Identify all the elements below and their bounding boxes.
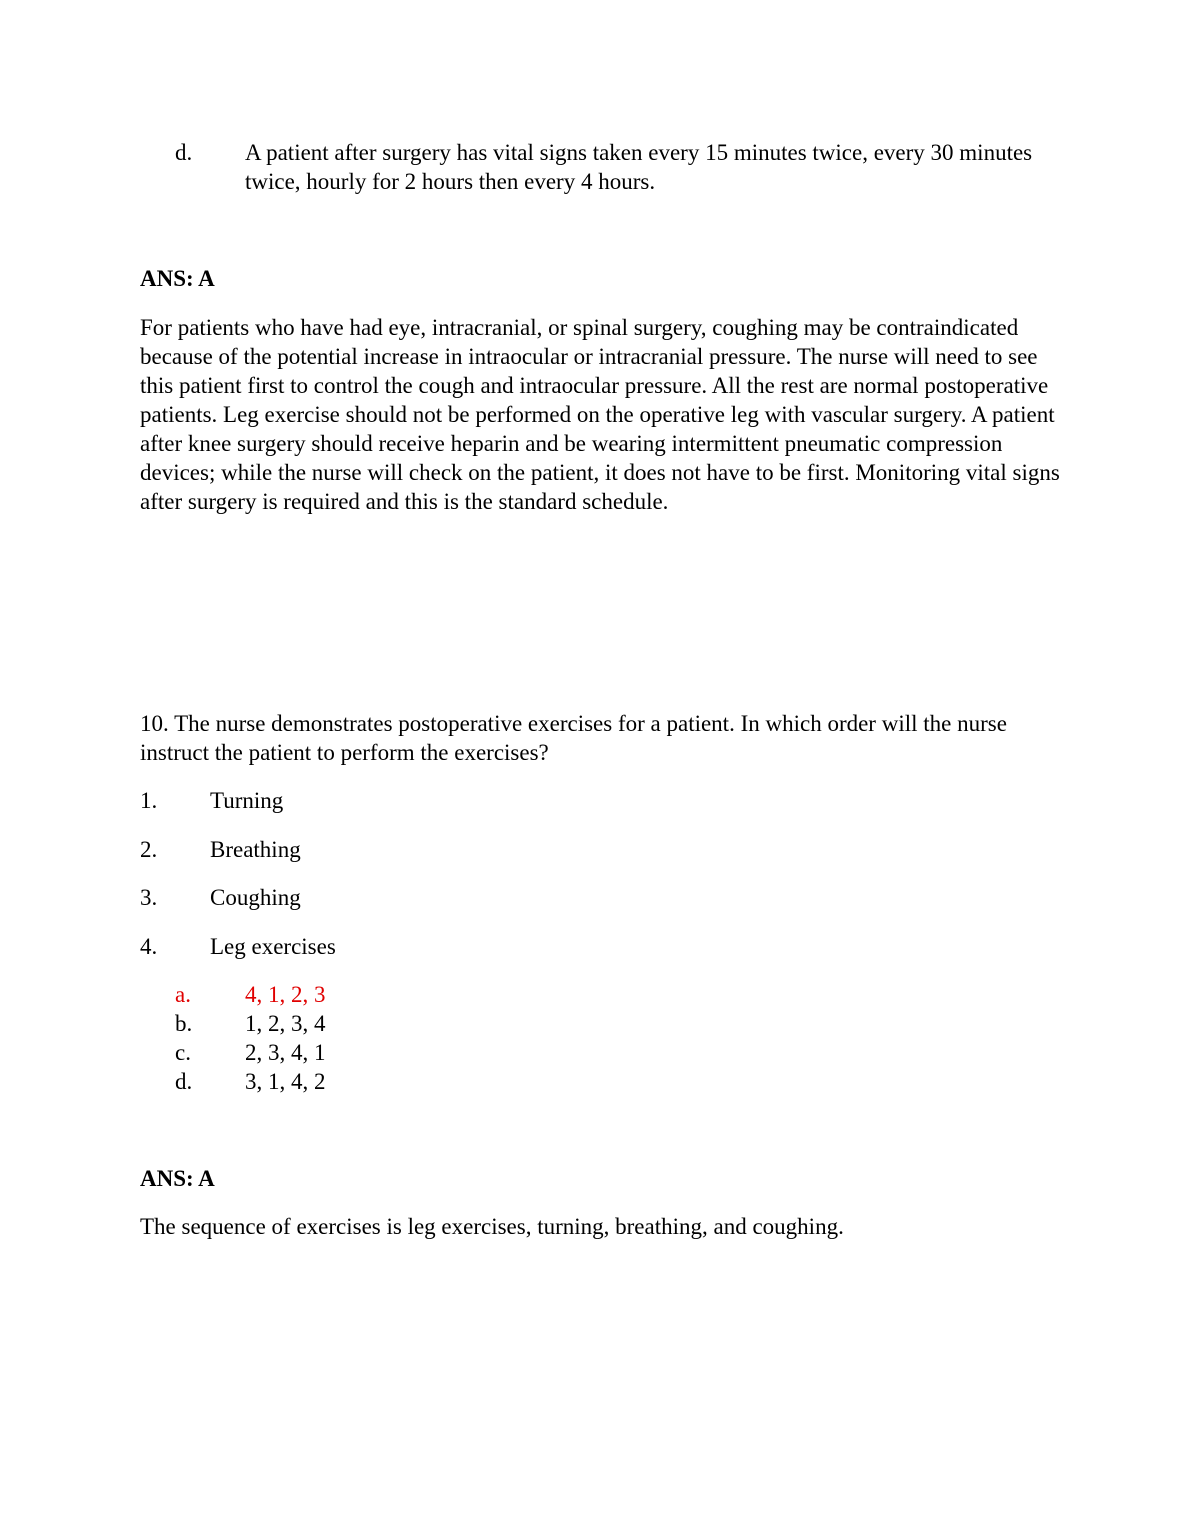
option-text: 2, 3, 4, 1 [245,1040,326,1065]
answer-rationale: For patients who have had eye, intracranial, or spinal surgery, coughing may be contraindicated because of the potential increase in intraocular or intracranial pressure. The nurse will need to see this patient first to control the cough and intraocular pressure. All the rest are normal postoperative patients. Leg exercise should not be performed on the operative leg with vascular surgery. A patient after knee surgery should receive heparin and be wearing intermittent pneumatic compression devices; while the nurse will check on the patient, it does not have to be first. Monitoring vital signs after surgery is required and this is the standard schedule. [140,315,1060,514]
list-item [140,932,336,961]
item-text: Leg exercises [210,934,336,959]
option-text: 3, 1, 4, 2 [245,1069,326,1094]
answer-label: ANS: A [140,1166,215,1191]
item-text: Coughing [210,885,301,910]
answer-rationale: The sequence of exercises is leg exercises, turning, breathing, and coughing. [140,1214,844,1239]
item-number: 4. [140,934,158,959]
list-item [140,883,301,912]
list-item [140,835,301,864]
previous-option-d [175,138,1055,196]
answer-option-correct [175,980,326,1009]
option-text: 1, 2, 3, 4 [245,1011,326,1036]
option-text: 4, 1, 2, 3 [245,982,326,1007]
option-text: A patient after surgery has vital signs taken every 15 minutes twice, every 30 minutes twice, hourly for 2 hours then every 4 hours. [245,140,1033,194]
list-item [140,786,283,815]
item-number: 1. [140,788,158,813]
option-label: c. [175,1040,191,1065]
item-number: 3. [140,885,158,910]
answer-option [175,1038,326,1067]
option-label: d. [175,140,193,165]
question-stem: 10. The nurse demonstrates postoperative exercises for a patient. In which order will the nurse instruct the patient to perform the exercises? [140,711,1007,765]
item-number: 2. [140,837,158,862]
item-text: Breathing [210,837,301,862]
option-label: a. [175,982,191,1007]
option-label: b. [175,1011,193,1036]
answer-label: ANS: A [140,266,215,291]
item-text: Turning [210,788,284,813]
answer-option [175,1009,326,1038]
option-label: d. [175,1069,193,1094]
answer-option [175,1067,326,1096]
